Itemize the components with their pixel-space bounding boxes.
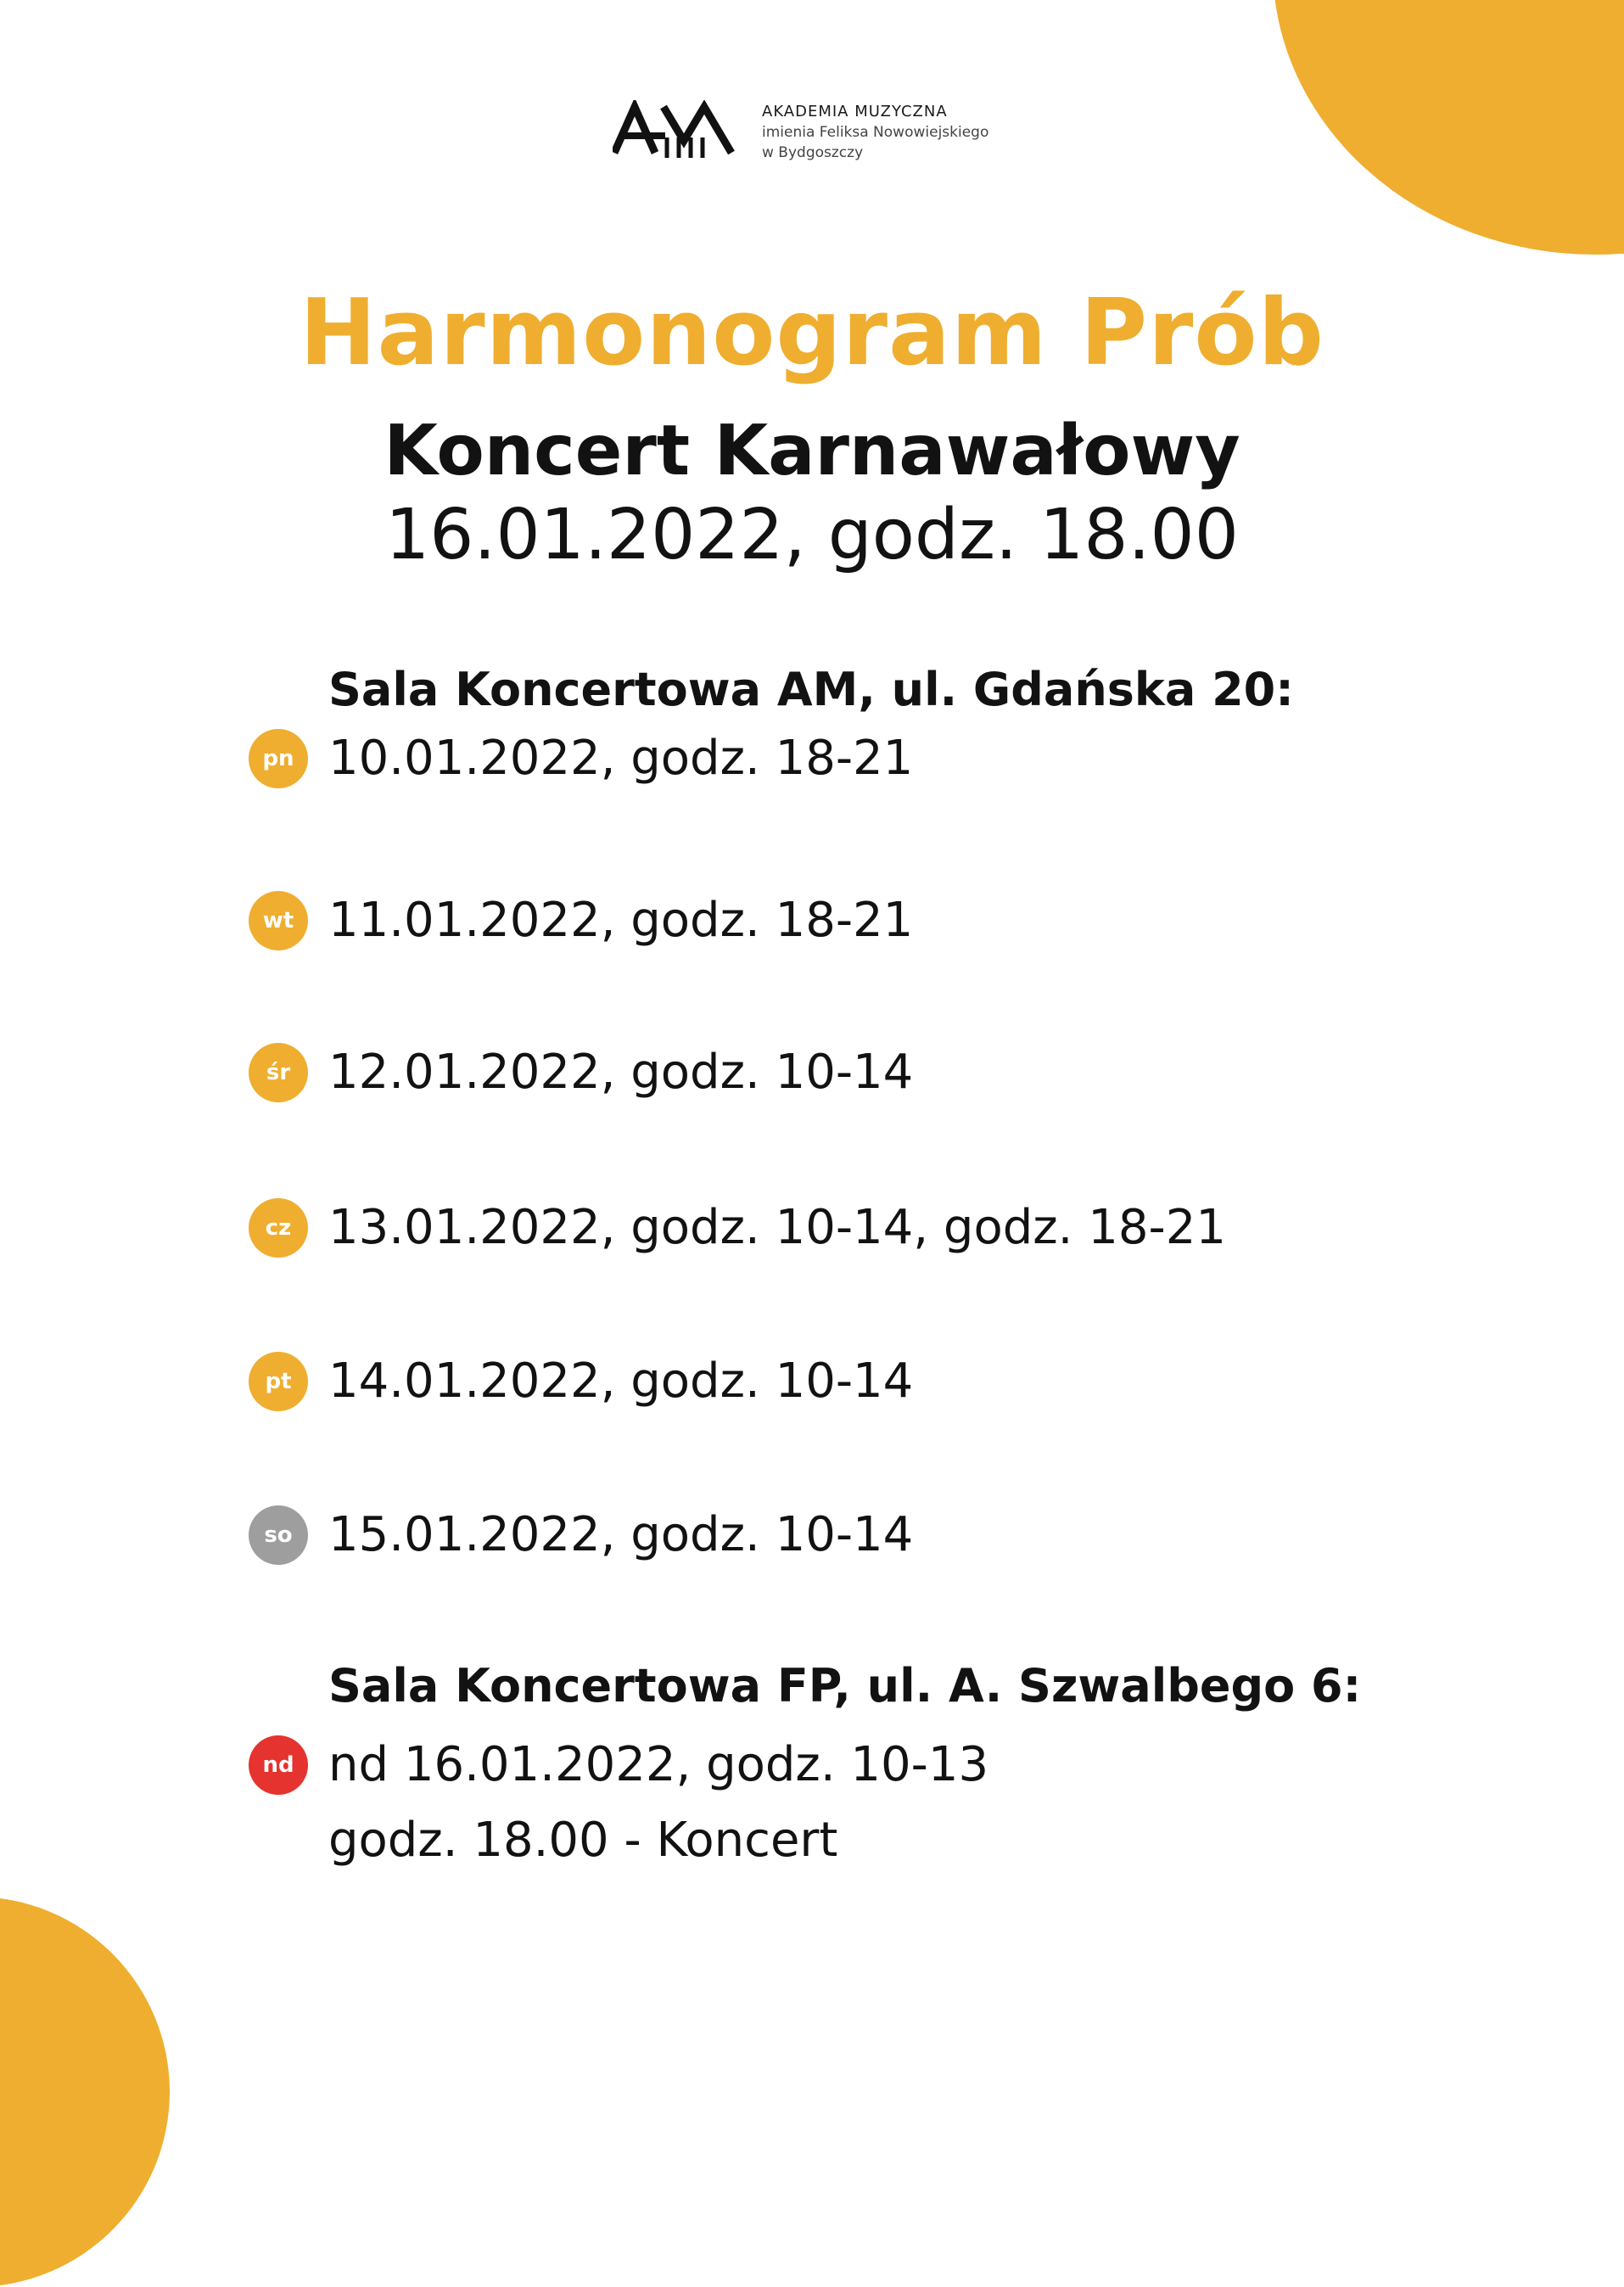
- day-badge-cz: cz: [249, 1198, 308, 1258]
- schedule-row: [249, 1198, 1226, 1258]
- schedule-text: 10.01.2022, godz. 18-21: [328, 731, 914, 786]
- schedule-row: [249, 1505, 913, 1565]
- schedule-row: [249, 1735, 988, 1795]
- schedule-row: [249, 729, 913, 788]
- schedule-text: 11.01.2022, godz. 18-21: [328, 893, 914, 948]
- logo-text: [762, 102, 988, 163]
- day-badge-wt: wt: [249, 891, 308, 950]
- logo-city: w Bydgoszczy: [762, 144, 864, 161]
- concert-name: Koncert Karnawałowy: [384, 411, 1240, 491]
- schedule-text: nd 16.01.2022, godz. 10-13: [328, 1737, 989, 1792]
- am-logo-icon: [613, 100, 740, 160]
- schedule-text: 14.01.2022, godz. 10-14: [328, 1354, 914, 1409]
- academy-logo: [613, 100, 988, 163]
- logo-institution-name: AKADEMIA MUZYCZNA: [762, 103, 948, 121]
- venue-heading-fp: Sala Koncertowa FP, ul. A. Szwalbego 6:: [328, 1659, 1362, 1712]
- day-badge-sr: śr: [249, 1043, 308, 1102]
- schedule-row: [249, 1043, 913, 1102]
- day-badge-pt: pt: [249, 1352, 308, 1411]
- page-title: Harmonogram Prób: [300, 280, 1324, 386]
- day-badge-pn: pn: [249, 729, 308, 788]
- schedule-text: 15.01.2022, godz. 10-14: [328, 1507, 914, 1562]
- decorative-blob-bottom-left: [0, 1897, 170, 2287]
- schedule-row: [249, 891, 913, 950]
- concert-date: 16.01.2022, godz. 18.00: [385, 495, 1239, 575]
- schedule-text: 13.01.2022, godz. 10-14, godz. 18-21: [328, 1200, 1226, 1255]
- schedule-row: [249, 1352, 913, 1411]
- day-badge-so: so: [249, 1505, 308, 1565]
- venue-heading-am: Sala Koncertowa AM, ul. Gdańska 20:: [328, 663, 1294, 716]
- decorative-blob-top-right: [1290, 0, 1624, 255]
- schedule-text: 12.01.2022, godz. 10-14: [328, 1045, 914, 1100]
- concert-time-note: godz. 18.00 - Koncert: [328, 1813, 838, 1868]
- logo-patron-name: imienia Feliksa Nowowiejskiego: [762, 124, 989, 141]
- day-badge-nd: nd: [249, 1735, 308, 1795]
